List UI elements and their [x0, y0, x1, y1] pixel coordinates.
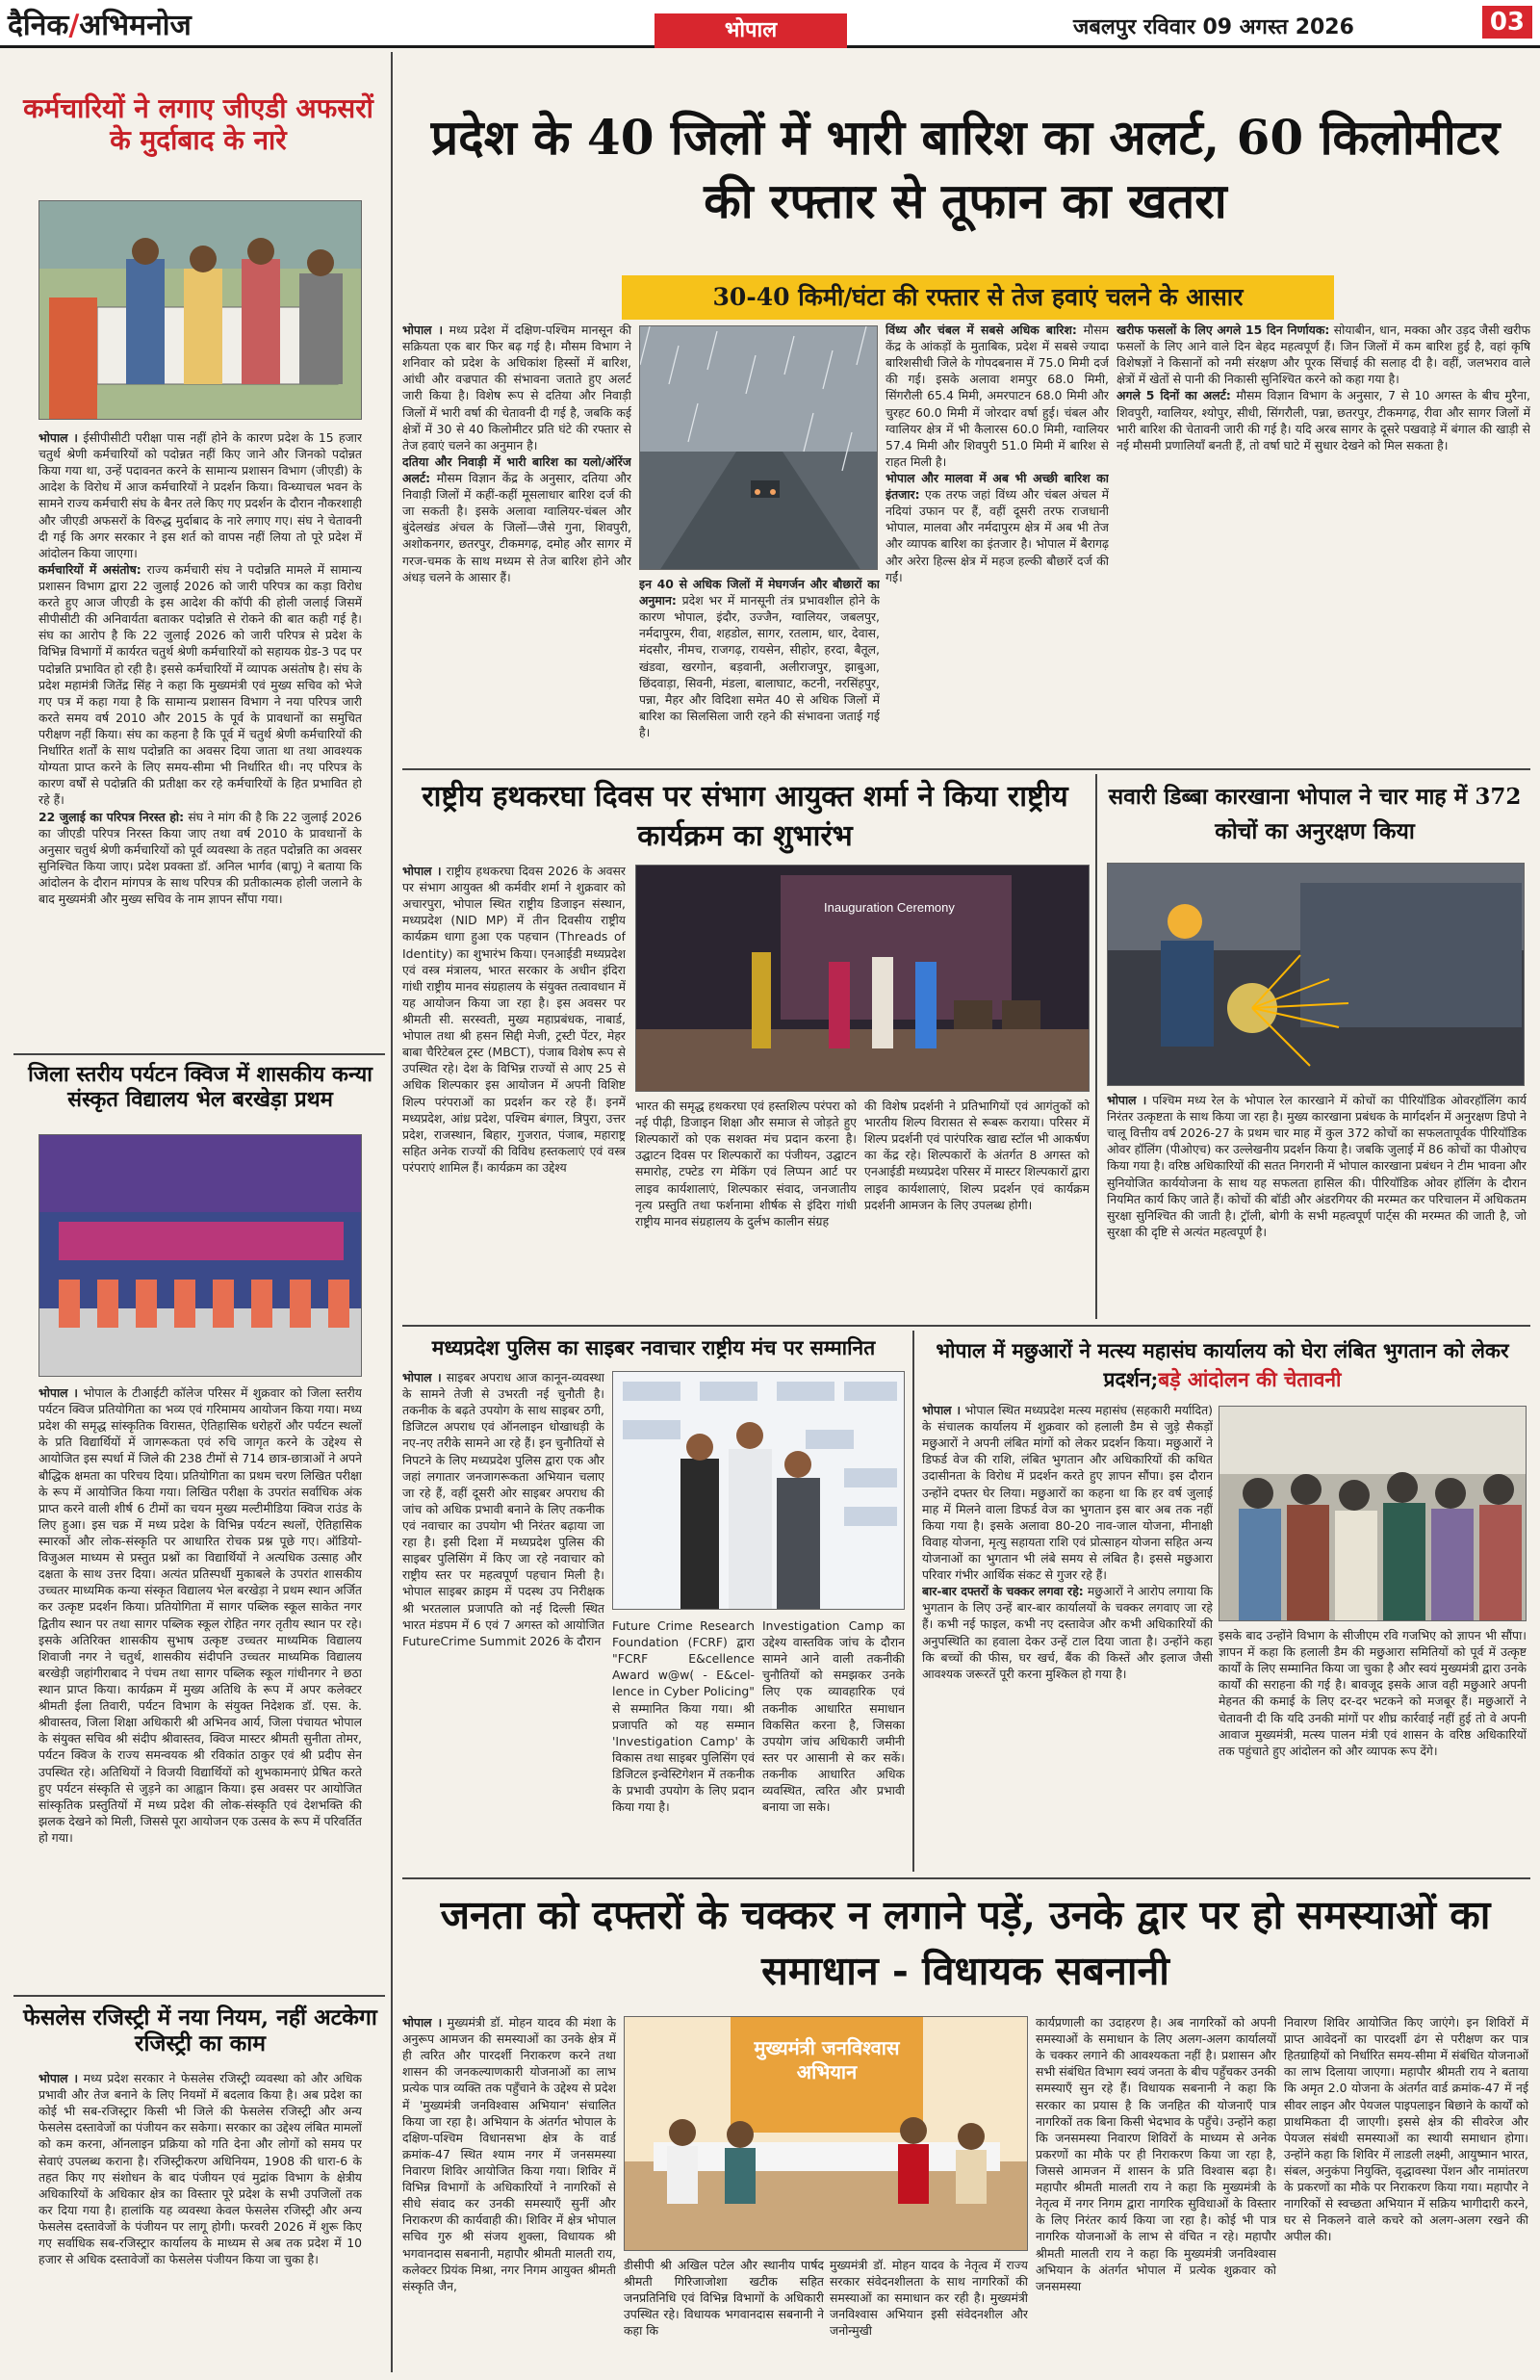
story-body: भोपाल । साइबर अपराध आज कानून-व्यवस्था के सामने तेजी से उभरती नई चुनौती है। तकनीक के बढ़ते उपयोग के साथ साइबर ठगी, डिजिटल अपराध एवं ऑनलाइन धोखाधड़ी के नए-नए तरीके सामने आ रहे हैं। इन चुनौतियों से निपटने के लिए मध्यप्रदेश पुलिस द्वारा एक और जहां लगातार जनजागरूकता अभियान चलाए जा रहे हैं, वहीं दूसरी ओर साइबर अपराध की जांच को अधिक प्रभावी बनाने के लिए तकनीक एवं नवाचार का उपयोग भी निरंतर बढ़ाया जा रहा है। इसी दिशा में मध्यप्रदेश पुलिस की साइबर पुलिसिंग में किए जा रहे नवाचार को राष्ट्रीय स्तर पर महत्वपूर्ण पहचान मिली है। भोपाल साइबर क्राइम में पदस्थ उप निरीक्षक श्री भरतलाल प्रजापति को नई दिल्ली स्थित भारत मंडपम में 6 एवं 7 अगस्त को आयोजित FutureCrime Summit 2026 के दौरान [402, 1370, 604, 1648]
story-body: भोपाल । भोपाल स्थित मध्यप्रदेश मत्स्य महासंघ (सहकारी मर्यादित) के संचालक कार्यालय में शुक्रवार को हलाली डैम से जुड़े सैकड़ों मछुआरों ने अपनी लंबित मांगों को लेकर प्रदर्शन किया। मछुआरों ने डिफर्ड वेज की राशि, लंबित भुगतान और अधिकारियों की कथित उदासीनता के विरोध में प्रदर्शन करते हुए ज्ञापन सौंपा। इस दौरान उन्होंने दफ्तर घेर लिया। मछुआरों का कहना था कि हर वर्ष जुलाई माह में मिलने वाला डिफर्ड वेज का भुगतान इस बार अब तक नहीं किया गया है। इसके अलावा 80-20 नाव-जाल योजना, मीनाक्षी विवाह योजना, मृत्यु सहायता राशि एवं प्रोत्साहन योजना सहित अन्य योजनाओं का भुगतान भी लंबे समय से लंबित है। इससे मछुआरा परिवार गंभीर आर्थिक संकट से गुजर रहे हैं। बार-बार दफ्तरों के चक्कर लगवा रहे: मछुआरों ने आरोप लगाया कि भुगतान के लिए उन्हें बार-बार कार्यालयों के चक्कर लगवाए जा रहे हैं। कभी नई फाइल, कभी नए दस्तावेज और कभी अधिकारियों की अनुपस्थिति का हवाला देकर उन्हें टाल दिया जाता है। उन्होंने कहा कि बच्चों की फीस, घर खर्च, बैंक की किस्तें और इलाज जैसी आवश्यक जरूरतें पूरी करना मुश्किल हो गया है। [922, 1403, 1213, 1681]
story-body: इसके बाद उन्होंने विभाग के सीजीएम रवि गजभिए को ज्ञापन भी सौंपा। ज्ञापन में कहा कि हलाली डैम की मछुआरा समितियों को पूर्व में उत्कृष्ट कार्यों के लिए सम्मानित किया जा चुका है और स्वयं मुख्यमंत्री द्वारा उनके कार्यों की सराहना की गई है। बावजूद इसके आज वही मछुआरे अपनी मेहनत की कमाई के लिए दर-दर भटकने को मजबूर हैं। मछुआरों ने चेतावनी दी कि यदि उनकी मांगों पर शीघ्र कार्रवाई नहीं हुई तो वे अपनी आवाज मुख्यमंत्री, मत्स्य पालन मंत्री एवं शासन के वरिष्ठ अधिकारियों तक पहुंचाते हुए आंदोलन को और व्यापक रूप देंगे। [1219, 1628, 1527, 1758]
fishermen-protest-photo [1219, 1406, 1527, 1621]
protest-photo [38, 200, 362, 420]
story-body: भोपाल । मुख्यमंत्री डॉ. मोहन यादव की मंशा के अनुरूप आमजन की समस्याओं का उनके क्षेत्र में ही त्वरित और पारदर्शी निराकरण करने तथा शासन की जनकल्याणकारी योजनाओं का लाभ प्रत्येक पात्र व्यक्ति तक पहुँचाने के उद्देश्य से प्रदेश में 'मुख्यमंत्री जनविश्वास अभियान' संचालित किया जा रहा है। अभियान के अंतर्गत भोपाल के दक्षिण-पश्चिम विधानसभा क्षेत्र के वार्ड क्रमांक-47 स्थित श्याम नगर में जनसमस्या निवारण शिविर आयोजित किया गया। शिविर में विभिन्न विभागों के अधिकारियों ने नागरिकों से सीधे संवाद कर उनकी समस्याएँ सुनीं और निराकरण की कार्यवाही की। शिविर में क्षेत्र भोपाल सचिव गुरु श्री संजय शुक्ला, विधायक श्री भगवानदास सबनानी, महापौर श्रीमती मालती राय, कलेक्टर प्रियंक मिश्रा, नगर निगम आयुक्त श्रीमती संस्कृति जैन, [402, 2015, 616, 2293]
story-headline: भोपाल में मछुआरों ने मत्स्य महासंघ कार्यालय को घेरा लंबित भुगतान को लेकर प्रदर्शन;बड़े आंदोलन की चेतावनी [936, 1338, 1509, 1392]
lead-col-1: भोपाल । मध्य प्रदेश में दक्षिण-पश्चिम मानसून की सक्रियता एक बार फिर बढ़ गई है। मौसम विभाग ने शनिवार को प्रदेश के अधिकांश हिस्सों में बारिश, आंधी और वज्रपात की संभावना जताते हुए अलर्ट जारी किया है। विशेष रूप से दतिया और निवाड़ी जिलों में भारी वर्षा की चेतावनी दी गई है, जबकि कई क्षेत्रों में 30 से 40 किलोमीटर प्रति घंटे की रफ्तार से तेज हवाएं चलने का अनुमान है। दतिया और निवाड़ी में भारी बारिश का यलो/ऑरेंज अलर्ट: मौसम विज्ञान केंद्र के अनुसार, दतिया और निवाड़ी जिलों में कहीं-कहीं मूसलाधार बारिश दर्ज की जा सकती है। इसके अलावा ग्वालियर-चंबल और बुंदेलखंड अंचल के जिलों—जैसे गुना, शिवपुरी, अशोकनगर, छतरपुर, टीकमगढ़, दमोह और सागर में गरज-चमक के साथ मध्यम से तेज बारिश होने और अंधड़ चलने के आसार हैं। [402, 323, 631, 584]
story-body: मुख्यमंत्री डॉ. मोहन यादव के नेतृत्व में राज्य सरकार संवेदनशीलता के साथ नागरिकों की समस्याओं का समाधान कर रही है। मुख्यमंत्री जनविश्वास अभियान इसी संवेदनशील और जनोन्मुखी [830, 2258, 1028, 2339]
story-headline: जनता को दफ्तरों के चक्कर न लगाने पड़ें, उनके द्वार पर हो समस्याओं का समाधान - विधायक सबनानी [440, 1892, 1491, 1995]
page-number: 03 [1482, 6, 1532, 39]
photo-banner: Inauguration Ceremony [824, 900, 955, 915]
column-divider [391, 52, 393, 2372]
newspaper-logo: दैनिक/अभिमनोज [8, 9, 192, 42]
issue-dateline: जबलपुर रविवार 09 अगस्त 2026 [1073, 15, 1354, 39]
story-divider [13, 1995, 385, 1997]
quiz-photo [38, 1134, 362, 1377]
award-photo [612, 1371, 905, 1610]
fishermen-photo-graphic [1219, 1407, 1527, 1621]
camp-photo [624, 2016, 1028, 2251]
rain-photo-graphic [640, 326, 878, 570]
story-body: कार्यप्रणाली का उदाहरण है। अब नागरिकों को अपनी समस्याओं के समाधान के लिए अलग-अलग कार्यालयों के चक्कर लगाने की आवश्यकता नहीं है। प्रशासन और सभी संबंधित विभाग स्वयं जनता के बीच पहुँचकर उनकी समस्याएँ सुन रहे हैं। विधायक सबनानी ने कहा कि सरकार का प्रयास है कि जनहित की योजनाएँ पात्र नागरिकों तक बिना किसी भेदभाव के पहुँचे। उन्होंने कहा कि जनसमस्या निवारण शिविरों के माध्यम से अनेक प्रकरणों का मौके पर ही निराकरण किया जा रहा है, जिससे आमजन में शासन के प्रति विश्वास बढ़ा है। महापौर श्रीमती मालती राय ने कहा कि मुख्यमंत्री के नेतृत्व में नगर निगम द्वारा नागरिक सुविधाओं के विस्तार के लिए निरंतर कार्य किया जा रहा है। कोई भी पात्र नागरिक योजनाओं के लाभ से वंचित न रहे। महापौर श्रीमती मालती राय ने कहा कि मुख्यमंत्री जनविश्वास अभियान के अंतर्गत भोपाल में प्रत्येक शुक्रवार को जनसमस्या [1036, 2015, 1276, 2293]
story-body: भोपाल । राष्ट्रीय हथकरघा दिवस 2026 के अवसर पर संभाग आयुक्त श्री कर्मवीर शर्मा ने शुक्रवार को अचारपुरा, भोपाल स्थित राष्ट्रीय डिजाइन संस्थान, मध्यप्रदेश (NID MP) में तीन दिवसीय राष्ट्रीय कार्यक्रम धागा हुआ एक पहचान (Threads of Identity) का शुभारंभ किया। एनआईडी मध्यप्रदेश एवं वस्त्र मंत्रालय, भारत सरकार के अधीन इंदिरा गांधी राष्ट्रीय मानव संग्रहालय के संयुक्त तत्वावधान में यह आयोजन किया जा रहा है। इस अवसर पर श्रीमती सी. सरस्वती, मुख्य महाप्रबंधक, नाबार्ड, भोपाल तथा श्री हसन सिद्दी मेजी, ट्रस्टी पेंटर, मेहर बाबा चैरिटेबल ट्रस्ट (MBCT), पंजाब विशेष रूप से उपस्थित रहे। देश के विभिन्न राज्यों से आए 25 से अधिक शिल्पकार इस आयोजन में अपनी विशिष्ट शिल्प परंपराओं का प्रदर्शन कर रहे हैं। इनमें मध्यप्रदेश, आंध्र प्रदेश, पश्चिम बंगाल, त्रिपुरा, उत्तर प्रदेश, राजस्थान, बिहार, गुजरात, पंजाब, महाराष्ट्र सहित अनेक राज्यों की विविध हस्तकलाएं एवं वस्त्र परंपराएं शामिल हैं। कार्यक्रम का उद्देश्य [402, 864, 626, 1175]
workshop-photo [1107, 863, 1525, 1086]
story-divider [402, 768, 1530, 770]
story-divider [402, 1325, 1530, 1327]
lead-headline: प्रदेश के 40 जिलों में भारी बारिश का अलर्ट, 60 किलोमीटर की रफ्तार से तूफान का खतरा [430, 109, 1501, 229]
story-body: की विशेष प्रदर्शनी ने प्रतिभागियों एवं आगंतुकों को भारतीय शिल्प विरासत से रूबरू कराया। परिसर में शिल्प प्रदर्शनी एवं पारंपरिक खाद्य स्टॉल भी आकर्षण का केंद्र रहे। शिल्पकारों के अंतर्गत 8 अगस्त को एनआईडी मध्यप्रदेश परिसर में मास्टर शिल्पकारों द्वारा लाइव कार्यशालाएं, शिल्प प्रदर्शन एवं कार्यक्रम प्रदर्शनी आमजन के लिए उपलब्ध होगी। [864, 1099, 1090, 1212]
story-body: भोपाल । मध्य प्रदेश सरकार ने फेसलेस रजिस्ट्री व्यवस्था को और अधिक प्रभावी और तेज बनाने के लिए नियमों में बदलाव किया है। अब प्रदेश का कोई भी सब-रजिस्ट्रार किसी भी जिले की फेसलेस रजिस्ट्री और अन्य फेसलेस दस्तावेजों का पंजीयन कर सकेगा। सरकार का उद्देश्य लंबित मामलों को कम करना, ऑनलाइन प्रक्रिया को गति देना और लोगों को समय पर सेवाएं उपलब्ध कराना है। रजिस्ट्रीकरण अधिनियम, 1908 की धारा-6 के तहत किए गए संशोधन के बाद पंजीयन एवं मुद्रांक विभाग के क्षेत्रीय अधिकारियों के अधिकार क्षेत्र का विस्तार पूरे प्रदेश के सभी उपजिलों तक कर दिया गया है। हालांकि यह व्यवस्था केवल फेसलेस रजिस्ट्री और अन्य फेसलेस दस्तावेजों के पंजीयन पर लागू होगी। फरवरी 2026 में शुरू किए गए सर्वाधिक सब-रजिस्ट्रार कार्यालय के माध्यम से अब तक प्रदेश में 10 हजार से अधिक दस्तावेजों का फेसलेस पंजीयन किया जा चुका है। [38, 2071, 362, 2267]
story-headline: फेसलेस रजिस्ट्री में नया नियम, नहीं अटकेगा रजिस्ट्री का काम [23, 2005, 377, 2057]
lead-col-4: खरीफ फसलों के लिए अगले 15 दिन निर्णायक: सोयाबीन, धान, मक्का और उड़द जैसी खरीफ फसलों के लिए आने वाले दिन बेहद महत्वपूर्ण हैं। जिन जिलों में कम बारिश हुई है, वहां कृषि विशेषज्ञों ने किसानों को नमी संरक्षण और पूरक सिंचाई की सलाह दी है। वहीं, जलभराव वाले क्षेत्रों में खेतों से पानी की निकासी सुनिश्चित करने को कहा गया है। अगले 5 दिनों का अलर्ट: मौसम विज्ञान विभाग के अनुसार, 7 से 10 अगस्त के बीच मुरैना, शिवपुरी, ग्वालियर, श्योपुर, सीधी, सिंगरौली, पन्ना, छतरपुर, टीकमगढ़, रीवा और सागर जिलों में भारी बारिश की चेतावनी जारी की गई है। यदि अरब सागर के दूसरे पखवाड़े में बंगाल की खाड़ी से नई मौसमी प्रणालियाँ बनती हैं, तो वर्षा घाटे में सुधार देखने को मिल सकता है। [1116, 323, 1530, 453]
lead-subhead: 30-40 किमी/घंटा की रफ्तार से तेज हवाएं चलने के आसार [622, 275, 1334, 320]
column-divider [1095, 774, 1097, 1319]
story-body: भोपाल । भोपाल के टीआईटी कॉलेज परिसर में शुक्रवार को जिला स्तरीय पर्यटन क्विज प्रतियोगिता का भव्य एवं गरिमामय आयोजन किया गया। मध्य प्रदेश की समृद्ध सांस्कृतिक विरासत, ऐतिहासिक धरोहरों और पर्यटन स्थलों के प्रति विद्यार्थियों में जागरूकता एवं रुचि जागृत करने के उद्देश्य से आयोजित इस स्पर्धा में जिले की 238 टीमों से 714 छात्र-छात्राओं ने अपने बौद्धिक क्षमता का परिचय दिया। प्रतियोगिता का प्रथम चरण लिखित परीक्षा के रूप में आयोजित किया गया। लिखित परीक्षा के उपरांत सर्वाधिक अंक प्राप्त करने वाली शीर्ष 6 टीमों का चयन मुख्य मल्टीमीडिया क्विज राउंड के लिए हुआ। इस चक्र में मध्य प्रदेश के विभिन्न पर्यटन स्थलों, ऐतिहासिक स्मारकों और लोक-संस्कृति पर आधारित रोचक प्रश्न पूछे गए। ऑडियो-विजुअल माध्यम से प्रस्तुत प्रश्नों का विद्यार्थियों ने अत्यधिक उत्साह और दक्षता के साथ उत्तर दिया। अत्यंत प्रतिस्पर्धी मुकाबले के उपरांत शासकीय उच्चतर माध्यमिक कन्या संस्कृत विद्यालय भेल बरखेड़ा ने प्रथम स्थान अर्जित कर उत्कृष्ट प्रदर्शन किया। प्रतियोगिता में सागर पब्लिक स्कूल साकेत नगर द्वितीय स्थान पर तथा सागर पब्लिक स्कूल रोहित नगर तृतीय स्थान पर रहे। इसके अतिरिक्त शासकीय सुभाष उत्कृष्ट उच्चतर माध्यमिक विद्यालय शिवाजी नगर ने चतुर्थ, शासकीय संदीपनि उच्चतर माध्यमिक विद्यालय बरखेड़ी जहांगीराबाद ने पंचम तथा सागर पब्लिक स्कूल गांधीनगर ने छठा स्थान प्राप्त किया। कार्यक्रम में मुख्य अतिथि के रूप में अपर कलेक्टर श्रीमती ईला तिवारी, पर्यटन विभाग के संयुक्त निदेशक डॉ. एस. के. श्रीवास्तव, जिला शिक्षा अधिकारी श्री अभिनव आर्य, जिला पंचायत भोपाल के संयुक्त सचिव श्री संदीप श्रीवास्तव, क्विज मास्टर श्रीमती सुनीता तोमर, पर्यटन क्विज के राज्य समन्वयक श्री रविकांत ठाकुर एवं श्री प्रदीप सेन उपस्थित रहे। अतिथियों ने विजयी विद्यार्थियों को शुभकामनाएं प्रेषित करते हुए पर्यटन संस्कृति से जुड़ने का आह्वान किया। इस अवसर पर आयोजित सांस्कृतिक प्रस्तुतियों में मध्य प्रदेश की लोक-संस्कृति एवं देशभक्ति की झलक देखने को मिली, जिससे पूरा आयोजन एक उत्सव के रूप में परिवर्तित हो गया। [38, 1385, 362, 1845]
lead-col-2: इन 40 से अधिक जिलों में मेघगर्जन और बौछारों का अनुमान: प्रदेश भर में मानसूनी तंत्र प्रभावशील होने के कारण भोपाल, इंदौर, उज्जैन, ग्वालियर, जबलपुर, नर्मदापुरम, रीवा, शहडोल, सागर, रतलाम, धार, देवास, मंदसौर, नीमच, राजगढ़, रायसेन, सीहोर, हरदा, बैतूल, खंडवा, खरगोन, बड़वानी, अलीराजपुर, झाबुआ, छिंदवाड़ा, सिवनी, मंडला, बालाघाट, कटनी, नरसिंहपुर, पन्ना, मैहर और विदिशा समेत 40 से अधिक जिलों में बारिश का सिलसिला जारी रहने की संभावना जताई गई है। [639, 577, 880, 739]
story-headline: जिला स्तरीय पर्यटन क्विज में शासकीय कन्या संस्कृत विद्यालय भेल बरखेड़ा प्रथम [28, 1062, 372, 1112]
award-photo-graphic [613, 1372, 905, 1610]
story-body: Future Crime Research Foundation (FCRF) द्वारा "FCRF E&cellence Award w@w( - E&cel-lence in Cyber Policing" से सम्मानित किया गया। श्री प्रजापति को यह सम्मान 'Investigation Camp' के विकास तथा साइबर पुलिसिंग एवं डिजिटल इन्वेस्टिगेशन में तकनीक के प्रभावी उपयोग के लिए प्रदान किया गया है। [612, 1618, 755, 1815]
story-divider [13, 1053, 385, 1055]
story-headline: मध्यप्रदेश पुलिस का साइबर नवाचार राष्ट्रीय मंच पर सम्मानित [431, 1335, 876, 1359]
story-divider [402, 1877, 1530, 1879]
story-body: निवारण शिविर आयोजित किए जाएंगे। इन शिविरों में प्राप्त आवेदनों का पारदर्शी ढंग से परीक्षण कर पात्र हितग्राहियों को निर्धारित समय-सीमा में संबंधित योजनाओं का लाभ दिलाया जाएगा। महापौर श्रीमती राय ने बताया कि अमृत 2.0 योजना के अंतर्गत वार्ड क्रमांक-47 में नई सीवर लाइन और पेयजल पाइपलाइन बिछाने के कार्यों को प्राथमिकता दी जाएगी। इससे क्षेत्र की सीवरेज और पेयजल संबंधी समस्याओं का स्थायी समाधान होगा। उन्होंने कहा कि शिविर में लाडली लक्ष्मी, आयुष्मान भारत, संबल, अनुकंपा नियुक्ति, वृद्धावस्था पेंशन और नामांतरण के प्रकरणों का मौके पर निराकरण किया गया। महापौर ने नागरिकों से स्वच्छता अभियान में सक्रिय भागीदारी करने, घर से निकलने वाले कचरे को अलग-अलग रखने की अपील की। [1284, 2015, 1528, 2244]
story-headline: सवारी डिब्बा कारखाना भोपाल ने चार माह में 372 कोचों का अनुरक्षण किया [1108, 784, 1522, 844]
handloom-event-photo [635, 865, 1090, 1092]
lead-col-3: विंध्य और चंबल में सबसे अधिक बारिश: मौसम केंद्र के आंकड़ों के मुताबिक, प्रदेश में सबसे ज्यादा बारिशसीधी जिले के गोपदबनास में 75.0 मिमी दर्ज की गई। इसके अलावा शमपुर 68.0 मिमी, सिंगरौली 65.4 मिमी, अमरपाटन 68.0 मिमी और चुरहट 60.0 मिमी में जोरदार वर्षा हुई। चंबल और ग्वालियर क्षेत्र में भी कैलारस 60.0 मिमी, ग्वालियर 57.4 मिमी और शिवपुरी 51.0 मिमी में बारिश से राहत मिली है। भोपाल और मालवा में अब भी अच्छी बारिश का इंतजार: एक तरफ जहां विंध्य और चंबल अंचल में नदियां उफान पर हैं, वहीं दूसरी तरफ राजधानी भोपाल, मालवा और नर्मदापुरम क्षेत्र में अब भी तेज और व्यापक बारिश का इंतजार है। भोपाल में बैरागढ़ और अरेरा हिल्स क्षेत्र में महज हल्की बौछारें दर्ज की गईं। [886, 323, 1109, 584]
story-body: भारत की समृद्ध हथकरघा एवं हस्तशिल्प परंपरा को नई पीढ़ी, डिजाइन शिक्षा और समाज से जोड़ते हुए शिल्पकारों को एक सशक्त मंच प्रदान करना है। उद्घाटन दिवस पर शिल्पकारों का पंजीयन, उद्घाटन समारोह, टफ्टेड रग मेकिंग एवं लिप्पन आर्ट पर लाइव कार्यशालाएं, शिल्पकार संवाद, जनजातीय नृत्य प्रस्तुति तथा फर्शनामा शीर्षक से इंदिरा गांधी राष्ट्रीय मानव संग्रहालय के दुर्लभ कालीन संग्रह [635, 1099, 857, 1229]
column-divider [912, 1331, 914, 1872]
quiz-photo-graphic [39, 1135, 362, 1377]
story-body: Investigation Camp का उद्देश्य वास्तविक जांच के दौरान सामने आने वाली तकनीकी चुनौतियों को समझकर उनके लिए एक व्यावहारिक एवं तकनीक आधारित समाधान विकसित करना है, जिसका उपयोग जांच अधिकारी जमीनी स्तर पर आसानी से कर सकें। तकनीक आधारित अधिक व्यवस्थित, त्वरित और प्रभावी बनाया जा सके। [762, 1618, 905, 1815]
section-label: भोपाल [654, 13, 847, 48]
workshop-photo-graphic [1108, 864, 1525, 1086]
story-body: भोपाल । ईसीपीसीटी परीक्षा पास नहीं होने के कारण प्रदेश के 15 हजार चतुर्थ श्रेणी कर्मचारियों को पदोन्नत नहीं किए जाने और जिनको पदोन्नत किया गया था, उन्हें पदावनत करने के सामान्य प्रशासन विभाग (जीएडी) के आदेश के विरोध में आज कर्मचारियों ने प्रदर्शन किया। विन्ध्याचल भवन के सामने राज्य कर्मचारी संघ के बैनर तले किए गए प्रदर्शन के दौरान नौकरशाही और जीएडी अफसरों के विरुद्ध मुर्दाबाद के नारे लगाए गए। संघ ने चेतावनी दी गई कि अगर सरकार ने इस शर्त को वापस नहीं लिया तो पूरे प्रदेश में आंदोलन किया जाएगा। कर्मचारियों में असंतोष: राज्य कर्मचारी संघ ने पदोन्नति मामले में सामान्य प्रशासन विभाग द्वारा 22 जुलाई 2026 को जारी परिपत्र का कड़ा विरोध करते हुए आज जीएडी के इस आदेश की कॉपी की होली जलाई जिसमें सीपीसीटी की अनिवार्यता बताकर पदोन्नति से रोकने की बात कही गई है। संघ का आरोप है कि 22 जुलाई 2026 को जारी परिपत्र से प्रदेश के विभिन्न विभागों में कार्यरत चतुर्थ श्रेणी कर्मचारियों को सहायक ग्रेड-3 पद पर पदोन्नति प्रभावित हो रही है। इससे कर्मचारियों में व्यापक असंतोष है। संघ के प्रदेश महामंत्री जितेंद्र सिंह ने कहा कि मुख्यमंत्री एवं मुख्य सचिव को भेजे गए पत्र में कहा गया है कि सामान्य प्रशासन विभाग ने नया परिपत्र जारी करते समय वर्ष 2010 और 2015 के पूर्व के प्रावधानों का समुचित परीक्षण नहीं किया। संघ का कहना है कि पूर्व में चतुर्थ श्रेणी कर्मचारियों की निर्धारित शर्तों के साथ पदोन्नति का अवसर दिया जाता था तथा आवश्यक योग्यता प्राप्त करने के लिए समय-सीमा भी निर्धारित थी। नए परिपत्र के कारण वर्षों से पदोन्नति की प्रतीक्षा कर रहे कर्मचारियों के हित प्रभावित हो रहे हैं। 22 जुलाई का परिपत्र निरस्त हो: संघ ने मांग की है कि 22 जुलाई 2026 का जीएडी परिपत्र निरस्त किया जाए तथा वर्ष 2010 के प्रावधानों के अनुसार चतुर्थ श्रेणी कर्मचारियों को पूर्व व्यवस्था के तहत पदोन्नति का अवसर सुनिश्चित किया जाए। प्रदेश प्रवक्ता डॉ. अनिल भार्गव (बापू) ने बताया कि आंदोलन के दौरान मांगपत्र के साथ परिपत्र की प्रतीकात्मक होली जलाने के बाद मुख्यमंत्री और मुख्य सचिव के नाम ज्ञापन सौंपा गया। [38, 430, 362, 907]
photo-banner: मुख्यमंत्री जनविश्वास अभियान [754, 2036, 900, 2083]
story-headline: कर्मचारियों ने लगाए जीएडी अफसरों के मुर्दाबाद के नारे [23, 92, 373, 157]
rain-photo [639, 325, 878, 570]
masthead [0, 0, 1540, 48]
protest-photo-graphic [39, 201, 362, 420]
story-body: भोपाल । पश्चिम मध्य रेल के भोपाल रेल कारखाने में कोचों का पीरियॉडिक ओवरहॉलिंग कार्य निरंतर उत्कृष्टता के साथ किया जा रहा है। मुख्य कारखाना प्रबंधक के मार्गदर्शन में अनुरक्षण डिपो ने चालू वित्तीय वर्ष 2026-27 के प्रथम चार माह में कुल 372 कोचों का सफलतापूर्वक पीरियॉडिक ओवर हॉलिंग (पीओएच) कर उल्लेखनीय प्रदर्शन किया है। जबकि जुलाई में 86 कोचों का पीओएच किया गया है। वरिष्ठ अधिकारियों की सतत निगरानी में भोपाल कारखाना प्रबंधन ने टीम भावना और सुनियोजित कार्ययोजना के साथ यह सफलता हासिल की। पीरियॉडिक ओवर हॉलिंग के दौरान नियमित कार्य किए जाते हैं। कोचों की बॉडी और अंडरगियर की मरम्मत कर परिचालन में अधिकतम सुरक्षा सुनिश्चित की जाती है। ट्रॉली, बोगी के सभी महत्वपूर्ण पार्ट्स की मरम्मत की जाती है, जो सुरक्षा की दृष्टि से अत्यंत महत्वपूर्ण है। [1107, 1093, 1527, 1239]
story-headline: राष्ट्रीय हथकरघा दिवस पर संभाग आयुक्त शर्मा ने किया राष्ट्रीय कार्यक्रम का शुभारंभ [422, 780, 1068, 853]
story-body: डीसीपी श्री अखिल पटेल और स्थानीय पार्षद श्रीमती गिरिजाजोशा खटीक सहित जनप्रतिनिधि एवं विभिन्न विभागों के अधिकारी उपस्थित रहे। विधायक भगवानदास सबनानी ने कहा कि [624, 2258, 824, 2339]
